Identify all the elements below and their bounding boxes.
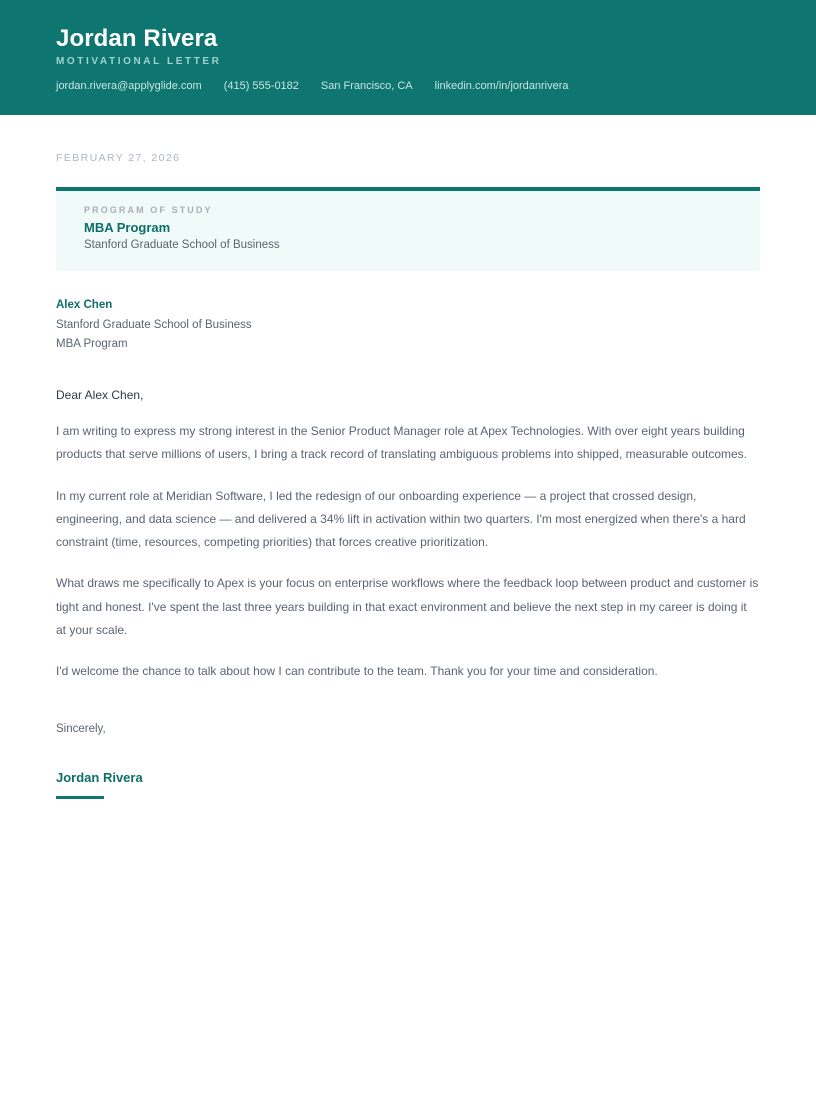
recipient-name: Alex Chen [56,299,113,311]
signature-block [56,769,760,799]
closing-line: Sincerely, [56,723,106,736]
signature-name: Jordan Rivera [56,770,143,786]
body-paragraph: In my current role at Meridian Software, I led the redesign of our onboarding experience — a project that crossed design, engineering, and data science — and delivered a 34% lift in activation within two quarters. I'm most energized when there's a hard constraint (time, resources, competing priorities) that forces creative prioritization. [56,488,746,550]
recipient-program: MBA Program [56,338,128,350]
program-of-study-card [56,187,760,271]
salutation: Dear Alex Chen, [56,388,144,402]
recipient-organization: Stanford Graduate School of Business [56,319,252,331]
letter-document [0,152,816,799]
page-title: Jordan Rivera [56,25,218,52]
letter-header [0,0,816,115]
contact-location: San Francisco, CA [320,80,413,93]
signature-underline [56,796,104,799]
document-type-label: MOTIVATIONAL LETTER [56,56,222,68]
letter-date: FEBRUARY 27, 2026 [56,152,181,164]
contact-email[interactable]: jordan.rivera@applyglide.com [56,80,202,93]
body-paragraph: I'd welcome the chance to talk about how I can contribute to the team. Thank you for your time and consideration. [56,664,658,679]
body-paragraph: What draws me specifically to Apex is your focus on enterprise workflows where the feedback loop between product and customer is tight and honest. I've spent the last three years building in that exact environment and believe the next step in my career is doing it at your scale. [56,576,759,637]
recipient-block [56,299,760,350]
program-card-title: MBA Program [84,220,171,235]
contact-phone[interactable]: (415) 555-0182 [223,80,299,93]
contact-row [56,80,760,93]
body-paragraph: I am writing to express my strong interest in the Senior Product Manager role at Apex Technologies. With over eight years building products that serve millions of users, I bring a track record of translating ambiguous problems into shipped, measurable outcomes. [56,424,748,462]
program-card-organization: Stanford Graduate School of Business [84,239,280,251]
program-card-label: PROGRAM OF STUDY [84,205,213,215]
contact-linkedin[interactable]: linkedin.com/in/jordanrivera [434,80,569,93]
